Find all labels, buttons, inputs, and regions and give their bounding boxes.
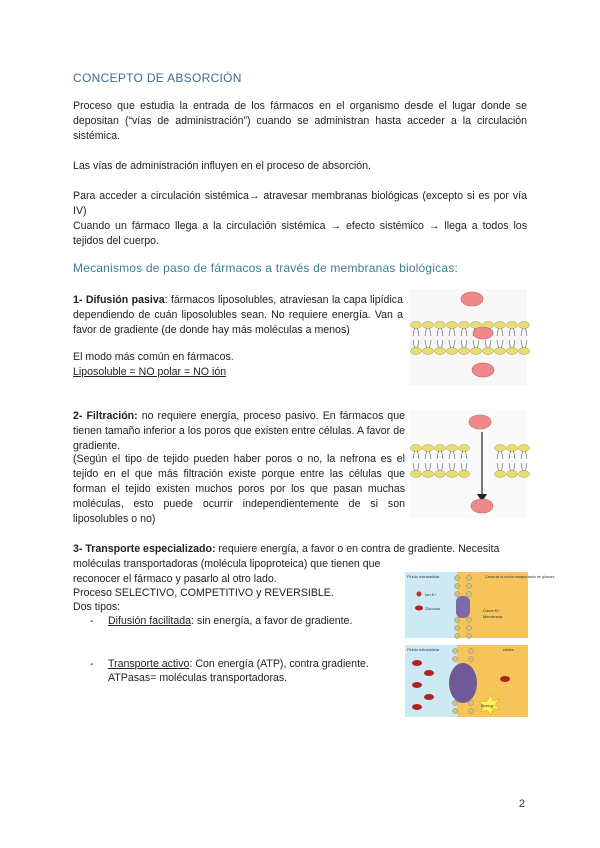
lipid-head — [411, 348, 422, 355]
lipid-head — [423, 445, 434, 452]
fig3a-kchannel-label: Canal K+ — [483, 608, 500, 613]
tipo2-item: - Transporte activo: Con energía (ATP), contra gradiente. — [90, 658, 369, 670]
membrane-filtration-figure — [410, 410, 527, 518]
facilitated-diffusion-figure — [405, 572, 555, 638]
tipo1-label: Difusión facilitada — [108, 615, 192, 627]
lipid-head — [459, 348, 470, 355]
lipid-head — [447, 445, 458, 452]
page-title: CONCEPTO DE ABSORCIÓN — [73, 71, 242, 85]
lipid-head — [423, 322, 434, 329]
lipid-head — [435, 348, 446, 355]
fig3a-membrane-label: Membrana — [483, 614, 503, 619]
lipid-head — [507, 445, 518, 452]
drug-molecule — [473, 327, 493, 339]
section1-heading: 1- Difusión pasiva — [73, 294, 165, 306]
lipid-head — [495, 471, 506, 478]
page-number: 2 — [518, 798, 525, 810]
lipid-head — [507, 348, 518, 355]
section2-paragraph: 2- Filtración: no requiere energía, proceso pasivo. En fármacos que tienen tamaño inferior a los poros que existen entre células. A favor de gradiente. — [73, 410, 405, 452]
intro-paragraph-3b: Cuando un fármaco llega a la circulación sistémica → efecto sistémico → llega a todos los tejidos del cuerpo. — [73, 220, 527, 247]
tipo2-label: Transporte activo — [108, 658, 190, 670]
lipid-head — [495, 445, 506, 452]
tipo2-line2: ATPasas= moléculas transportadoras. — [108, 672, 288, 684]
fig3a-ion-label: Ion K+ — [425, 592, 437, 597]
active-transport-figure — [405, 645, 528, 717]
lipid-head — [459, 471, 470, 478]
lipid-head — [519, 445, 530, 452]
lipid-head — [423, 348, 434, 355]
section1-paragraph: 1- Difusión pasiva: fármacos liposolubles, atraviesan la capa lipídica dependiendo de cuán liposolubles sean. No requiere energía. Van a favor de gradiente (de donde hay más moléculas a menos) — [73, 294, 403, 336]
section3-heading: 3- Transporte especializado: — [73, 543, 216, 555]
fig3a-glucose-label: Glucosa — [425, 606, 440, 611]
lipid-head — [459, 445, 470, 452]
lipid-head — [483, 348, 494, 355]
section1-line3: Liposoluble = NO polar = NO ión — [73, 366, 227, 378]
lipid-head — [507, 322, 518, 329]
section1-line2: El modo más común en fármacos. — [73, 351, 234, 363]
lipid-head — [435, 471, 446, 478]
lipid-head — [411, 322, 422, 329]
lipid-head — [471, 348, 482, 355]
lipid-head — [423, 471, 434, 478]
section3-tipos: Dos tipos: — [73, 601, 121, 613]
lipid-head — [411, 471, 422, 478]
section2-heading: 2- Filtración: — [73, 410, 138, 422]
lipid-head — [435, 445, 446, 452]
lipid-head — [459, 322, 470, 329]
lipid-head — [447, 348, 458, 355]
lipid-head — [519, 322, 530, 329]
section3-line2: moléculas transportadoras (molécula lipoproteica) que tienen que — [73, 558, 381, 570]
membrane-diffusion-figure — [410, 289, 527, 385]
intro-paragraph-2: Las vías de administración influyen en el proceso de absorción. — [73, 160, 371, 172]
lipid-head — [519, 348, 530, 355]
intro-paragraph-3a: Para acceder a circulación sistémica→ atravesar membranas biológicas (excepto si es por vía IV) — [73, 190, 527, 217]
fig3b-energy-label: Energy — [481, 703, 494, 708]
section3-line1: 3- Transporte especializado: requiere energía, a favor o en contra de gradiente. Necesita — [73, 543, 500, 555]
lipid-head — [447, 471, 458, 478]
lipid-head — [507, 471, 518, 478]
section3-proceso: Proceso SELECTIVO, COMPETITIVO y REVERSIBLE. — [73, 587, 334, 599]
lipid-head — [435, 322, 446, 329]
fig3b-fluid-label: Fluido extracelular — [407, 647, 440, 652]
lipid-head — [519, 471, 530, 478]
lipid-head — [411, 445, 422, 452]
fig3a-channel-label: Canal de la célula transportador de glucosa — [485, 575, 555, 579]
intro-paragraph-1: Proceso que estudia la entrada de los fármacos en el organismo desde el lugar donde se depositan (“vías de administración”) cuando se administran hasta acceder a la circulación sistémica. — [73, 100, 527, 142]
tipo1-item: - Difusión facilitada: sin energía, a favor de gradiente. — [90, 615, 353, 627]
section-subtitle: Mecanismos de paso de fármacos a través de membranas biológicas: — [73, 261, 458, 275]
lipid-head — [495, 348, 506, 355]
fig3a-fluid-label: Fluido extracelular — [407, 574, 440, 579]
lipid-head — [447, 322, 458, 329]
fig3b-cell-label: célula — [503, 647, 514, 652]
section2-parenthetical: (Según el tipo de tejido pueden haber poros o no, la nefrona es el tejido en el que más filtración existe porque entre las células que forman el tejido existen muchos poros por los que pasan muchas moléculas, esto puede ocurrir independientemente de si son liposolubles o no) — [73, 453, 405, 525]
section3-line3: reconocer el fármaco y pasarlo al otro lado. — [73, 573, 277, 585]
lipid-head — [495, 322, 506, 329]
